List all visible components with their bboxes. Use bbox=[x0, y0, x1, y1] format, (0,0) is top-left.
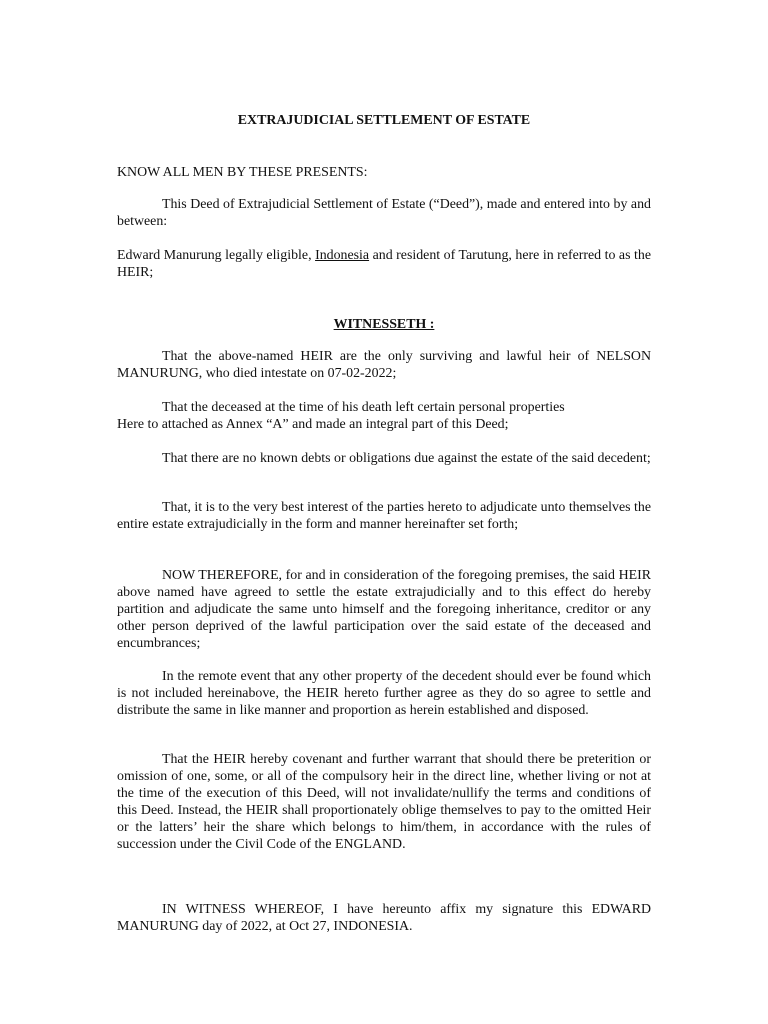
witnesseth-heading: WITNESSETH : bbox=[333, 317, 435, 332]
opening-line: KNOW ALL MEN BY THESE PRESENTS: bbox=[117, 165, 368, 180]
clause-remote-event: In the remote event that any other property of the decedent should ever be found which is not included hereinabove, the HEIR hereto further agree as they do so agree to settle and distribute the same in like manner and proportion as herein established and disposed. bbox=[117, 669, 651, 718]
clause-warranty: That the HEIR hereby covenant and further warrant that should there be preterition or omission of one, some, or all of the compulsory heir in the direct line, whether living or not at the time of the execution of this Deed, will not invalidate/nullify the terms and conditions of this Deed. Instead, the HEIR shall proportionately oblige themselves to pay to the omitted Heir or the latters’ heir the share which belongs to him/them, in accordance with the rules of succession under the Civil Code of the ENGLAND. bbox=[117, 752, 651, 852]
clause-heir: That the above-named HEIR are the only surviving and lawful heir of NELSON MANURUNG, who died intestate on 07-02-2022; bbox=[117, 349, 651, 381]
party-nationality: Indonesia bbox=[315, 248, 370, 263]
clause-interest: That, it is to the very best interest of the parties hereto to adjudicate unto themselves the entire estate extrajudicially in the form and manner hereinafter set forth; bbox=[117, 500, 651, 532]
clause-properties-line2: Here to attached as Annex “A” and made an integral part of this Deed; bbox=[117, 417, 509, 432]
clause-properties-line1: That the deceased at the time of his death left certain personal properties bbox=[162, 400, 565, 415]
party-suffix: and resident of Tarutung, here in referred to as the HEIR; bbox=[117, 248, 651, 280]
clause-now-therefore: NOW THEREFORE, for and in consideration of the foregoing premises, the said HEIR above named have agreed to settle the estate extrajudicially and to this effect do hereby partition and adjudicate the same unto himself and the foregoing inheritance, creditor or any other person deprived of the lawful participation over the said estate of the deceased and encumbrances; bbox=[117, 568, 651, 651]
party-prefix: Edward Manurung legally eligible, bbox=[117, 248, 312, 263]
clause-debts: That there are no known debts or obligations due against the estate of the said decedent; bbox=[162, 451, 651, 466]
intro-paragraph: This Deed of Extrajudicial Settlement of Estate (“Deed”), made and entered into by and between: bbox=[117, 197, 651, 229]
witness-whereof-paragraph: IN WITNESS WHEREOF, I have hereunto affix my signature this EDWARD MANURUNG day of 2022, at Oct 27, INDONESIA. bbox=[117, 902, 651, 934]
party-paragraph bbox=[117, 247, 651, 281]
document-title: EXTRAJUDICIAL SETTLEMENT OF ESTATE bbox=[237, 113, 531, 128]
